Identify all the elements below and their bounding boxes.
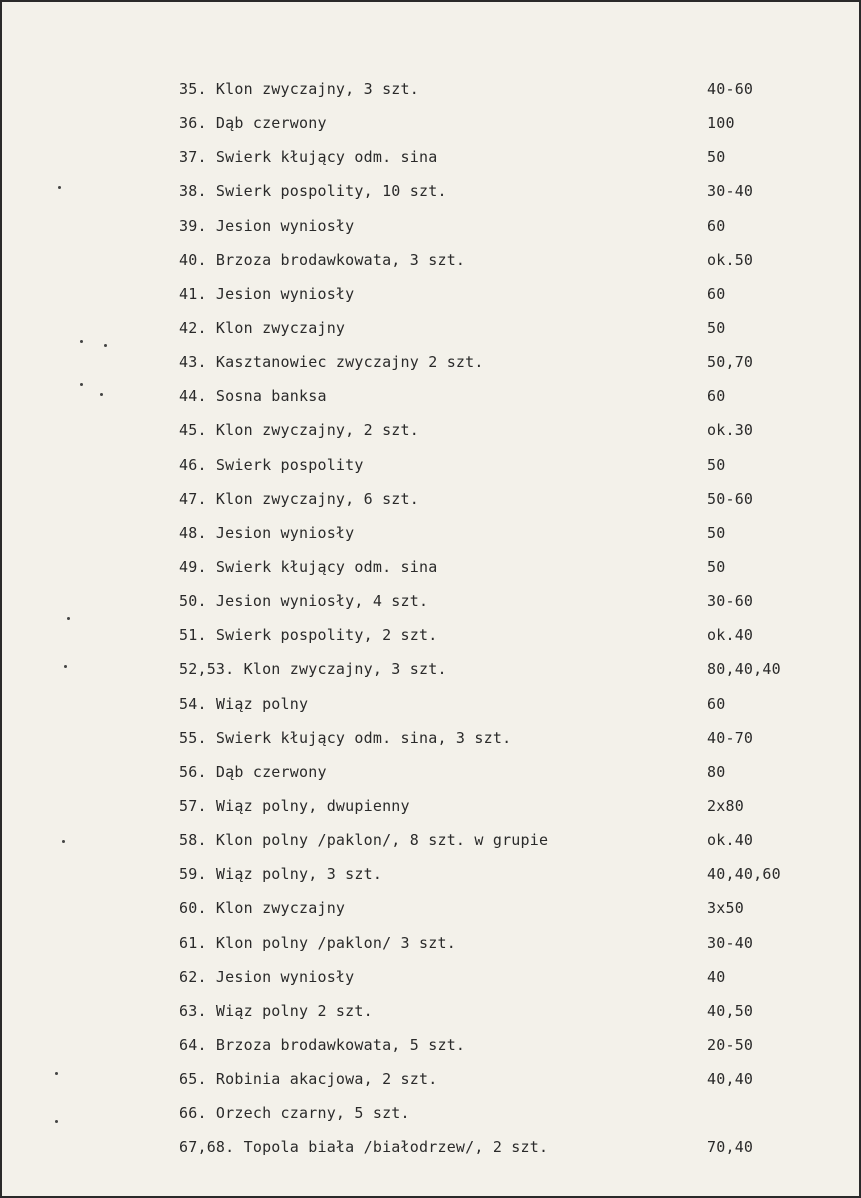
tree-size: 20-50 [707, 1035, 754, 1054]
tree-size: 40 [707, 967, 726, 986]
tree-entry: 36. Dąb czerwony [179, 114, 327, 133]
list-item [0, 209, 861, 243]
list-item [0, 277, 861, 311]
scan-speck [62, 840, 65, 843]
list-item [0, 891, 861, 925]
tree-entry: 64. Brzoza brodawkowata, 5 szt. [179, 1035, 466, 1054]
tree-entry: 47. Klon zwyczajny, 6 szt. [179, 489, 419, 508]
tree-size: 40,40 [707, 1070, 754, 1089]
list-item [0, 1062, 861, 1096]
tree-entry: 44. Sosna banksa [179, 387, 327, 406]
list-item [0, 379, 861, 413]
tree-size: 70,40 [707, 1138, 754, 1157]
tree-entry: 62. Jesion wyniosły [179, 967, 355, 986]
scan-speck [80, 383, 83, 386]
tree-entry: 66. Orzech czarny, 5 szt. [179, 1104, 410, 1123]
list-item [0, 448, 861, 482]
list-item [0, 482, 861, 516]
tree-size: 60 [707, 216, 726, 235]
list-item [0, 174, 861, 208]
tree-entry: 46. Swierk pospolity [179, 455, 364, 474]
tree-entry: 61. Klon polny /paklon/ 3 szt. [179, 933, 456, 952]
tree-entry: 51. Swierk pospolity, 2 szt. [179, 626, 438, 645]
list-item [0, 755, 861, 789]
tree-entry: 39. Jesion wyniosły [179, 216, 355, 235]
list-item [0, 1028, 861, 1062]
tree-size: ok.50 [707, 250, 754, 269]
scan-speck [55, 1072, 58, 1075]
tree-entry: 45. Klon zwyczajny, 2 szt. [179, 421, 419, 440]
scan-speck [64, 665, 67, 668]
tree-size: 50 [707, 318, 726, 337]
tree-size: 50 [707, 148, 726, 167]
tree-entry: 67,68. Topola biała /białodrzew/, 2 szt. [179, 1138, 549, 1157]
tree-entry: 52,53. Klon zwyczajny, 3 szt. [179, 660, 447, 679]
tree-size: 80,40,40 [707, 660, 781, 679]
list-item [0, 618, 861, 652]
scan-speck [100, 393, 103, 396]
tree-entry: 56. Dąb czerwony [179, 762, 327, 781]
list-item [0, 243, 861, 277]
tree-entry: 48. Jesion wyniosły [179, 523, 355, 542]
tree-entry: 35. Klon zwyczajny, 3 szt. [179, 80, 419, 98]
list-item [0, 106, 861, 140]
tree-entry: 63. Wiąz polny 2 szt. [179, 1001, 373, 1020]
tree-size: 60 [707, 387, 726, 406]
list-item [0, 926, 861, 960]
list-item [0, 857, 861, 891]
list-item [0, 1096, 861, 1130]
tree-entry: 54. Wiąz polny [179, 694, 309, 713]
tree-size: ok.30 [707, 421, 754, 440]
tree-entry: 55. Swierk kłujący odm. sina, 3 szt. [179, 728, 512, 747]
list-item [0, 994, 861, 1028]
list-item [0, 960, 861, 994]
scan-speck [104, 344, 107, 347]
tree-size: 30-40 [707, 182, 754, 201]
tree-size: 100 [707, 114, 735, 133]
tree-entry: 49. Swierk kłujący odm. sina [179, 557, 438, 576]
list-item [0, 413, 861, 447]
tree-size: 50-60 [707, 489, 754, 508]
tree-size: 40-70 [707, 728, 754, 747]
scan-speck [67, 617, 70, 620]
tree-entry: 60. Klon zwyczajny [179, 899, 346, 918]
tree-size: 50 [707, 523, 726, 542]
list-item [0, 72, 861, 106]
tree-entry: 50. Jesion wyniosły, 4 szt. [179, 592, 429, 611]
tree-size: 40-60 [707, 80, 754, 98]
scan-speck [55, 1120, 58, 1123]
tree-size: ok.40 [707, 831, 754, 850]
tree-entry: 42. Klon zwyczajny [179, 318, 346, 337]
tree-size: 50,70 [707, 353, 754, 372]
list-item [0, 140, 861, 174]
list-item [0, 550, 861, 584]
tree-entry: 41. Jesion wyniosły [179, 284, 355, 303]
list-item [0, 789, 861, 823]
tree-entry: 40. Brzoza brodawkowata, 3 szt. [179, 250, 466, 269]
tree-size: 60 [707, 284, 726, 303]
list-item [0, 584, 861, 618]
tree-size: 40,50 [707, 1001, 754, 1020]
tree-entry: 37. Swierk kłujący odm. sina [179, 148, 438, 167]
scan-speck [58, 186, 61, 189]
scan-speck [80, 340, 83, 343]
tree-size: 40,40,60 [707, 865, 781, 884]
tree-size: 2x80 [707, 796, 744, 815]
tree-size: 50 [707, 557, 726, 576]
tree-size: 80 [707, 762, 726, 781]
tree-size: 50 [707, 455, 726, 474]
tree-entry: 65. Robinia akacjowa, 2 szt. [179, 1070, 438, 1089]
tree-entry: 57. Wiąz polny, dwupienny [179, 796, 410, 815]
list-item [0, 687, 861, 721]
list-item [0, 652, 861, 686]
tree-entry: 38. Swierk pospolity, 10 szt. [179, 182, 447, 201]
list-item [0, 1130, 861, 1164]
list-item [0, 823, 861, 857]
tree-size: 30-40 [707, 933, 754, 952]
tree-list [0, 72, 861, 1165]
tree-size: 30-60 [707, 592, 754, 611]
list-item [0, 311, 861, 345]
list-item [0, 345, 861, 379]
tree-entry: 59. Wiąz polny, 3 szt. [179, 865, 383, 884]
tree-size: ok.40 [707, 626, 754, 645]
tree-size: 3x50 [707, 899, 744, 918]
tree-entry: 58. Klon polny /paklon/, 8 szt. w grupie [179, 831, 549, 850]
tree-entry: 43. Kasztanowiec zwyczajny 2 szt. [179, 353, 484, 372]
list-item [0, 516, 861, 550]
list-item [0, 721, 861, 755]
tree-size: 60 [707, 694, 726, 713]
